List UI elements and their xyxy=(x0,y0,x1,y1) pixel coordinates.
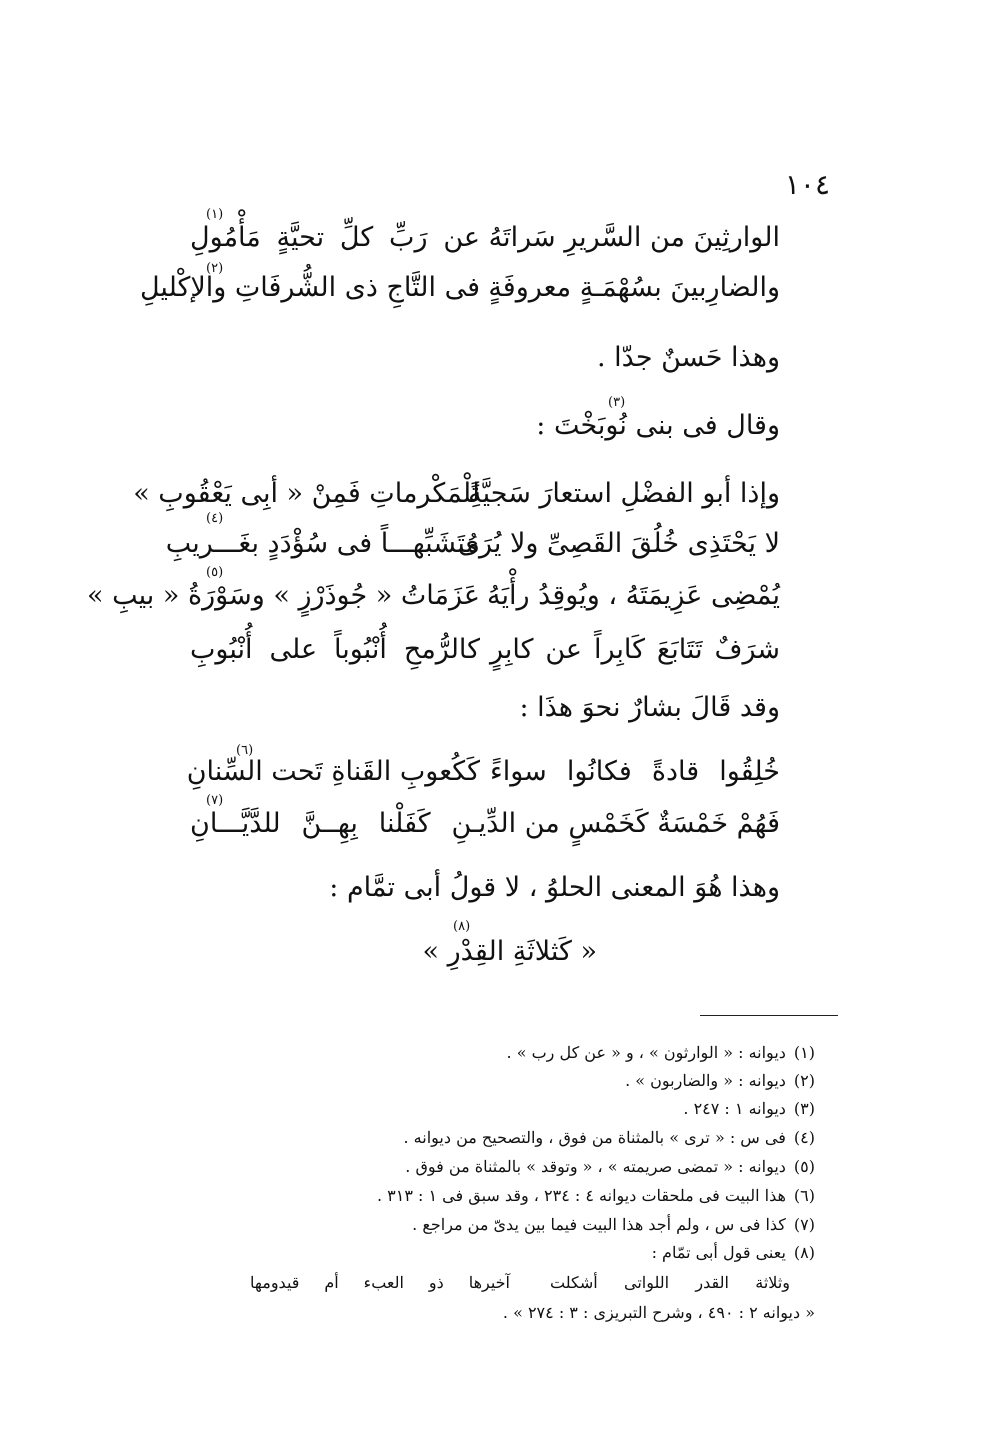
verse-sadr: وإذا أبو الفضْلِ استعارَ سَجيَّةً xyxy=(468,478,780,509)
footnote: « ديوانه ٢ : ٤٩٠ ، وشرح التبريزى : ٣ : ٢٧٤ » . xyxy=(502,1303,815,1322)
prose-line: « كَثلاثَةِ القِدْرِ » xyxy=(422,936,597,967)
footnote xyxy=(195,1040,815,1066)
verse-line xyxy=(133,478,780,522)
footnote xyxy=(195,1240,815,1266)
footnote-number: (٥) xyxy=(793,1157,815,1176)
verse-line xyxy=(139,272,780,316)
verse-line xyxy=(186,756,780,800)
verse-ajuz: كَكُعوبِ القَناةِ تَحت السِّنانِ xyxy=(186,756,480,787)
footnote-text: كذا فى س ، ولم أجد هذا البيت فيما بين يدىّ من مراجع . xyxy=(412,1215,786,1234)
footnote-number: (٣) xyxy=(793,1099,815,1118)
verse-sadr: الوارثِينَ من السَّريرِ سَراتَهُ xyxy=(488,222,780,253)
footnote-text: ديوانه ١ : ٢٤٧ . xyxy=(683,1099,786,1118)
footnote-marker: (١) xyxy=(206,207,224,222)
footnote-marker: (٧) xyxy=(206,793,224,808)
verse-sadr: لا يَحْتَذِى خُلُقَ القَصِىِّ ولا يُرَى xyxy=(457,528,780,559)
footnote-verse xyxy=(250,1270,790,1296)
footnote-text: يعنى قول أبى تمّام : xyxy=(651,1243,786,1262)
page-number: ١٠٤ xyxy=(784,168,830,201)
footnote xyxy=(195,1096,815,1122)
verse-line xyxy=(165,528,780,572)
footnote-number: (٦) xyxy=(793,1186,815,1205)
footnote-text: ديوانه : « الوارثون » ، و « عن كل رب » . xyxy=(506,1043,786,1062)
prose-line: وهذا هُوَ المعنى الحلوُ ، لا قولُ أبى تمَّام : xyxy=(329,872,780,903)
verse-sadr: شرَفٌ تَتَابَعَ كَابِراً عن كابِرٍ xyxy=(490,634,780,665)
verse-line xyxy=(87,580,780,624)
footnote xyxy=(195,1183,815,1209)
prose-line: وقال فى بنى نُوبَخْتَ : xyxy=(536,410,780,441)
verse-ajuz: لِلْمَكْرماتِ فَمِنْ « أبِى يَعْقُوبِ » xyxy=(133,478,480,509)
footnote-number: (٢) xyxy=(793,1071,815,1090)
footnote-marker: (٢) xyxy=(206,261,224,276)
footnote-number: (١) xyxy=(793,1043,815,1062)
verse-sadr: يُمْضِى عَزِيمَتَهُ ، ويُوقِدُ رأْيَهُ xyxy=(487,580,780,611)
footnote-number: (٨) xyxy=(793,1243,815,1262)
verse-line xyxy=(190,808,780,852)
footnote-number: (٧) xyxy=(793,1215,815,1234)
footnote-marker: (٤) xyxy=(206,511,224,526)
verse-sadr: خُلِقُوا قادةً فكانُوا سواءً xyxy=(490,756,780,787)
verse-ajuz: عن رَبِّ كلِّ تحيَّةٍ مَأْمُولِ xyxy=(190,222,480,253)
verse-sadr: والضارِبينَ بسُهْمَـةٍ معروفَةٍ xyxy=(488,272,780,303)
footnote-number: (٤) xyxy=(793,1128,815,1147)
footnote-marker: (٦) xyxy=(236,743,254,758)
footnote-verse-sadr: وثلاثة القدر اللواتى أشكلت xyxy=(550,1273,790,1292)
footnote-text: ديوانه : « تمضى صريمته » ، « وتوقد » بالمثناة من فوق . xyxy=(405,1157,786,1176)
prose-line: وهذا حَسنٌ جدّا . xyxy=(597,342,780,373)
footnote-text: ديوانه : « والضاربون » . xyxy=(625,1071,786,1090)
verse-ajuz: ـنِ كَفَلْنا بِهِــنَّ للدَّيَّـــانِ xyxy=(190,808,480,839)
footnote-marker: (٨) xyxy=(453,919,471,934)
verse-ajuz: عَزَمَاتُ « جُوذَرْزٍ » وسَوْرَةُ « بيبِ » xyxy=(87,580,480,611)
footnote xyxy=(195,1125,815,1151)
footnote xyxy=(195,1068,815,1094)
footnote-marker: (٥) xyxy=(206,565,224,580)
verse-ajuz: كالرُّمحِ أُنْبُوباً على أُنْبُوبِ xyxy=(190,634,480,665)
verse-line xyxy=(190,634,780,678)
verse-ajuz: فى التَّاجِ ذى الشُّرفَاتِ والإكْليلِ xyxy=(139,272,480,303)
verse-ajuz: مُتَشَبِّهـــاً فى سُؤْدَدٍ بغَـــريبِ xyxy=(165,528,480,559)
footnote-text: هذا البيت فى ملحقات ديوانه ٤ : ٢٣٤ ، وقد سبق فى ١ : ٣١٣ . xyxy=(376,1186,786,1205)
footnote xyxy=(195,1154,815,1180)
footnote xyxy=(195,1212,815,1238)
verse-line xyxy=(190,222,780,266)
footnote-separator xyxy=(700,1015,838,1016)
prose-line: وقد قَالَ بشارٌ نحوَ هذَا : xyxy=(519,692,780,723)
footnote-text: فى س : « ترى » بالمثناة من فوق ، والتصحيح من ديوانه . xyxy=(403,1128,786,1147)
footnote-verse-ajuz: آخيرها ذو العبء أم قيدومها xyxy=(250,1273,510,1292)
verse-sadr: فَهُمْ خَمْسَةٌ كَخَمْسٍ من الدِّيـ xyxy=(470,808,780,839)
footnote-marker: (٣) xyxy=(608,395,626,410)
